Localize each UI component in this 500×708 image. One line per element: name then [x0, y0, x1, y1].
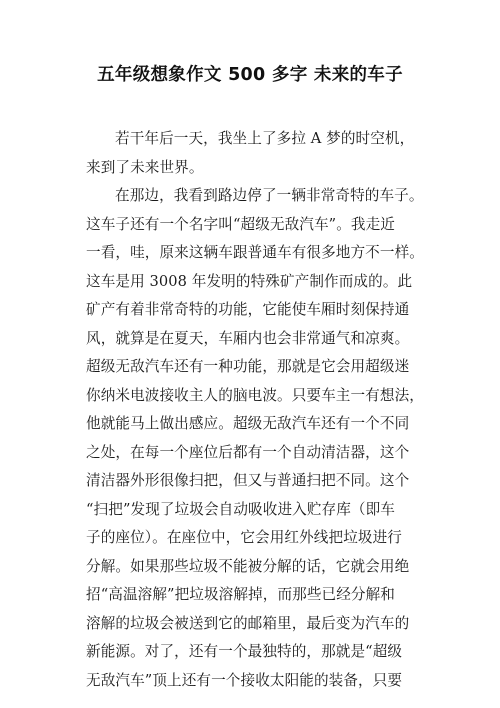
- text-line: 他就能马上做出感应。超级无敌汽车还有一个不同: [86, 415, 410, 432]
- text-line: 超级无敌汽车还有一种功能，那就是它会用超级迷: [86, 358, 410, 375]
- text-line: 若干年后一天，我坐上了多拉 A 梦的时空机，: [115, 130, 415, 147]
- text-line: 分解。如果那些垃圾不能被分解的话，它就会用绝: [86, 557, 410, 575]
- text-line: 一看，哇，原来这辆车跟普通车有很多地方不一样。: [86, 244, 424, 261]
- essay-body: [86, 125, 426, 695]
- document-title: 五年级想象作文 500 多字 未来的车子: [97, 65, 403, 85]
- text-line: 在那边，我看到路边停了一辆非常奇特的车子。: [115, 187, 424, 204]
- text-line: 新能源。对了，还有一个最独特的，那就是“超级: [86, 643, 403, 660]
- text-line: 子的座位）。在座位中，它会用红外线把垃圾进行: [86, 529, 402, 546]
- text-line: 矿产有着非常奇特的功能，它能使车厢时刻保持通: [86, 301, 410, 318]
- text-line: 你纳米电波接收主人的脑电波。只要车主一有想法，: [86, 386, 424, 404]
- text-line: 溶解的垃圾会被送到它的邮箱里，最后变为汽车的: [86, 614, 410, 632]
- text-line: 招“高温溶解”把垃圾溶解掉，而那些已经分解和: [86, 586, 395, 603]
- text-line: 这车子还有一个名字叫“超级无敌汽车”。我走近: [86, 215, 395, 233]
- text-line: 清洁器外形很像扫把，但又与普通扫把不同。这个: [86, 472, 410, 489]
- text-line: 之处，在每一个座位后都有一个自动清洁器，这个: [86, 443, 410, 461]
- text-line: 这车是用 3008 年发明的特殊矿产制作而成的。此: [86, 272, 413, 290]
- text-line: 来到了未来世界。: [86, 158, 204, 176]
- text-line: 无敌汽车”顶上还有一个接收太阳能的装备，只要: [86, 671, 403, 689]
- text-line: “扫把”发现了垃圾会自动吸收进入贮存库（即车: [86, 500, 395, 518]
- text-line: 风，就算是在夏天，车厢内也会非常通气和凉爽。: [86, 329, 410, 347]
